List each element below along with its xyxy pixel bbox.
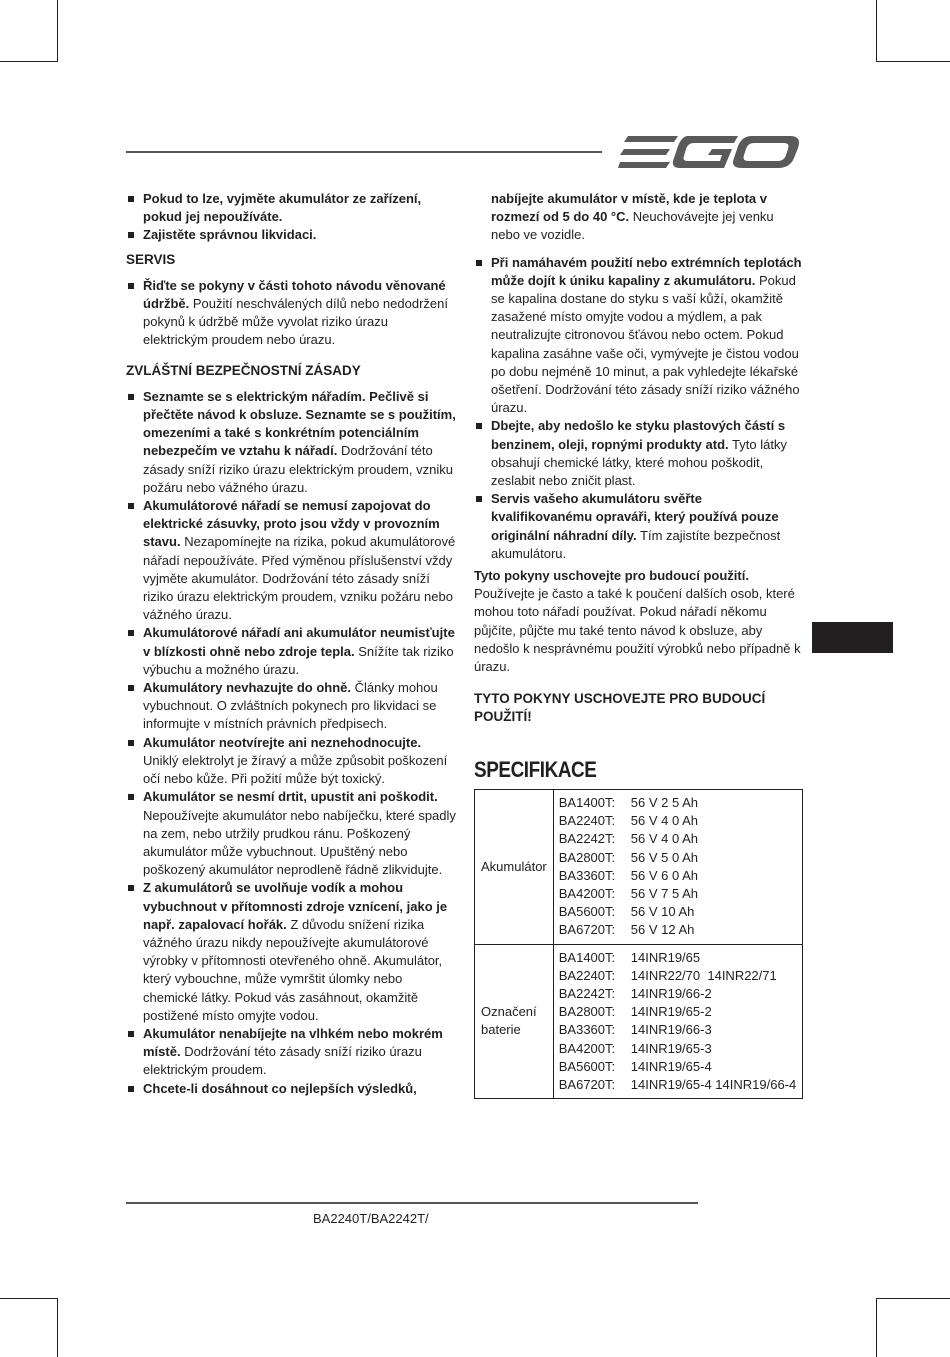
crop-mark xyxy=(0,1298,58,1299)
model-value: 56 V 5 0 Ah xyxy=(630,849,698,865)
model-value: 14INR19/65-4 xyxy=(630,1058,712,1074)
model-value: 56 V 12 Ah xyxy=(630,922,695,938)
model-value: 56 V 2 5 Ah xyxy=(630,794,698,810)
keep-paragraph xyxy=(474,567,804,676)
bullet-bold: Při namáhavém použití nebo extrémních teplotách může dojít k úniku kapaliny z akumulátoru. xyxy=(491,254,802,288)
model-value: 14INR19/65-3 xyxy=(630,1040,712,1056)
spec-line xyxy=(559,967,797,985)
spec-line xyxy=(559,1076,797,1094)
bullet-item xyxy=(474,254,804,418)
spec-label: Označení baterie xyxy=(475,944,554,1099)
model-value: 56 V 7 5 Ah xyxy=(630,885,698,901)
crop-mark xyxy=(876,1298,877,1357)
bullet-text: Články mohou vybuchnout. O zvláštních pokynech pro likvidaci se informujte v místních právních předpisech. xyxy=(143,680,438,732)
right-column xyxy=(474,190,804,1099)
bullet-item xyxy=(126,734,456,789)
spec-line xyxy=(559,985,797,1003)
model-value: 56 V 4 0 Ah xyxy=(630,831,698,847)
bullet-item xyxy=(126,1025,456,1080)
header-rule xyxy=(126,151,602,153)
bullet-item xyxy=(126,190,456,226)
keep-bold: Tyto pokyny uschovejte pro budoucí použití. xyxy=(474,568,749,584)
spec-line xyxy=(559,1021,797,1039)
model-name: BA2240T: xyxy=(558,813,616,829)
bullet-text: Použití neschválených dílů nebo nedodržení pokynů k údržbě může vyvolat riziko úrazu elektrickým proudem nebo úrazu. xyxy=(143,296,448,348)
safety-heading: ZVLÁŠTNÍ BEZPEČNOSTNÍ ZÁSADY xyxy=(126,362,361,378)
bullet-text: Tím zajistíte bezpečnost akumulátoru. xyxy=(491,527,781,561)
crop-mark xyxy=(0,61,58,62)
crop-mark xyxy=(57,0,58,62)
model-name: BA2800T: xyxy=(558,849,616,865)
bullet-text: Pokud se kapalina dostane do styku s vaší kůží, okamžitě zasažené místo omyjte vodou a mýdlem, a pak neutralizujte citronovou šťávou nebo octem. Pokud kapalina zasáhne vaše oči, vymývejte je čistou vodou po dobu nejméně 10 minut, a pak vyhledejte lékařské ošetření. Dodržování této zásady sníží riziko vážného úrazu. xyxy=(491,272,800,416)
spec-line xyxy=(559,867,797,885)
spec-table xyxy=(474,789,803,1099)
model-value: 14INR19/66-3 xyxy=(630,1022,712,1038)
model-name: BA2242T: xyxy=(558,831,616,847)
model-name: BA2800T: xyxy=(558,1004,616,1020)
bullet-item xyxy=(126,879,456,1025)
model-value: 14INR22/70 14INR22/71 xyxy=(630,967,777,983)
bullet-item xyxy=(126,679,456,734)
continuation-bold: nabíjejte akumulátor v místě, kde je teplota v rozmezí od 5 do 40 °C. xyxy=(491,191,767,225)
bullet-text: Dodržování této zásady sníží riziko úrazu elektrickým proudem, vzniku požáru nebo vážného úrazu. xyxy=(143,443,453,495)
footer-rule xyxy=(126,1202,698,1204)
model-value: 14INR19/65-2 xyxy=(630,1004,712,1020)
spec-label: Akumulátor xyxy=(475,789,554,944)
model-name: BA3360T: xyxy=(558,1022,616,1038)
spec-line xyxy=(559,1058,797,1076)
left-column xyxy=(126,190,456,1098)
spec-line xyxy=(559,830,797,848)
model-value: 56 V 6 0 Ah xyxy=(630,867,698,883)
bullet-text: Uniklý elektrolyt je žíravý a může způsobit poškození očí nebo kůže. Při požití může být toxický. xyxy=(143,752,448,787)
bullet-text: Dodržování této zásady sníží riziko úrazu elektrickým proudem. xyxy=(143,1044,422,1078)
spec-line xyxy=(559,903,797,921)
model-name: BA5600T: xyxy=(558,904,616,920)
bullet-bold: Akumulátory nevhazujte do ohně. xyxy=(143,680,352,696)
bullet-item xyxy=(126,497,456,624)
model-name: BA4200T: xyxy=(558,1040,616,1056)
footer-model: BA2240T/BA2242T/ xyxy=(313,1211,429,1226)
bullet-item xyxy=(474,417,804,490)
bullet-bold: Servis vašeho akumulátoru svěřte kvalifikovanému opraváři, který používá pouze originální náhradní díly. xyxy=(491,491,779,543)
bullet-item xyxy=(126,277,456,350)
bullet-text: Nezapomínejte na rizika, pokud akumulátorové nářadí nepoužíváte. Před výměnou příslušenství vždy vyjměte akumulátor. Dodržování této zásady sníží riziko úrazu elektrickým proudem, vzniku požáru nebo vážného úrazu. xyxy=(143,534,456,623)
spec-values xyxy=(553,789,803,944)
crop-mark xyxy=(876,0,877,62)
bullet-bold: Pokud to lze, vyjměte akumulátor ze zařízení, pokud jej nepoužíváte. xyxy=(143,191,422,225)
model-name: BA3360T: xyxy=(558,867,616,883)
model-name: BA6720T: xyxy=(558,1076,616,1092)
ego-logo xyxy=(618,128,802,176)
model-value: 56 V 4 0 Ah xyxy=(630,813,698,829)
bullet-text: Nepoužívejte akumulátor nebo nabíječku, které spadly na zem, nebo utržily prudkou ránu. Poškozený akumulátor může vybuchnout. Upuštěný nebo poškozený akumulátor neprodleně řádně zlikvidujte. xyxy=(143,807,456,878)
model-name: BA2240T: xyxy=(558,967,616,983)
spec-title: SPECIFIKACE xyxy=(474,756,597,782)
keep-text: Používejte je často a také k poučení dalších osob, které mohou toto nářadí používat. Pokud nářadí někomu půjčíte, půjčte mu také tento návod k obsluze, aby nedošlo k nesprávnému použití výrobků nebo případně k úrazu. xyxy=(474,586,801,675)
spec-line xyxy=(559,849,797,867)
section-tab xyxy=(812,622,893,653)
spec-row xyxy=(475,789,803,944)
spec-line xyxy=(559,812,797,830)
model-name: BA4200T: xyxy=(558,885,616,901)
model-value: 14INR19/65-4 14INR19/66-4 xyxy=(630,1076,797,1092)
spec-row xyxy=(475,944,803,1099)
model-value: 14INR19/66-2 xyxy=(630,985,712,1001)
spec-line xyxy=(559,1003,797,1021)
model-name: BA6720T: xyxy=(558,922,616,938)
spec-line xyxy=(559,794,797,812)
bullet-item xyxy=(474,490,804,563)
bullet-text: Snížíte tak riziko výbuchu a možného úrazu. xyxy=(143,643,454,677)
spec-line xyxy=(559,885,797,903)
continuation-text xyxy=(474,190,804,245)
model-name: BA2242T: xyxy=(558,985,616,1001)
crop-mark xyxy=(57,1298,58,1357)
keep-heading: TYTO POKYNY USCHOVEJTE PRO BUDOUCÍ POUŽITÍ! xyxy=(474,691,766,725)
bullet-bold: Chcete-li dosáhnout co nejlepších výsledků, xyxy=(143,1080,417,1096)
crop-mark xyxy=(876,61,950,62)
bullet-item xyxy=(126,788,456,879)
continuation-rest: Neuchovávejte jej venku nebo ve vozidle. xyxy=(491,209,774,243)
bullet-bold: Akumulátor nenabíjejte na vlhkém nebo mokrém místě. xyxy=(143,1025,443,1060)
model-name: BA1400T: xyxy=(558,949,616,965)
bullet-item xyxy=(126,1080,456,1098)
model-name: BA1400T: xyxy=(558,794,616,810)
spec-line xyxy=(559,949,797,967)
bullet-item xyxy=(126,624,456,679)
model-value: 56 V 10 Ah xyxy=(630,904,695,920)
spec-line xyxy=(559,1040,797,1058)
bullet-text: Tyto látky obsahují chemické látky, které mohou poškodit, zeslabit nebo zničit plast. xyxy=(491,436,787,489)
spec-line xyxy=(559,921,797,939)
bullet-bold: Zajistěte správnou likvidaci. xyxy=(143,227,317,243)
bullet-bold: Akumulátorové nářadí ani akumulátor neumisťujte v blízkosti ohně nebo zdroje tepla. xyxy=(143,625,455,659)
bullet-bold: Akumulátorové nářadí se nemusí zapojovat do elektrické zásuvky, proto jsou vždy v provozním stavu. xyxy=(143,498,440,550)
bullet-text: Z důvodu snížení rizika vážného úrazu nikdy nepoužívejte akumulátorové výrobky v přítomnosti otevřeného ohně. Akumulátor, který vybouchne, může vymrštit úlomky nebo chemické látky. Pokud vás zasáhnout, okamžitě postižené místo omyjte vodou. xyxy=(143,916,443,1023)
bullet-bold: Dbejte, aby nedošlo ke styku plastových částí s benzinem, oleji, ropnými produkty atd. xyxy=(491,418,786,452)
model-value: 14INR19/65 xyxy=(630,949,701,965)
bullet-bold: Řiďte se pokyny v části tohoto návodu věnované údržbě. xyxy=(143,277,446,312)
bullet-item xyxy=(126,226,456,244)
bullet-bold: Z akumulátorů se uvolňuje vodík a mohou vybuchnout v přítomnosti zdroje vznícení, jako je např. zapalovací hořák. xyxy=(143,880,448,932)
bullet-bold: Akumulátor se nesmí drtit, upustit ani poškodit. xyxy=(143,789,438,805)
crop-mark xyxy=(876,1298,950,1299)
model-name: BA5600T: xyxy=(558,1058,616,1074)
servis-heading: SERVIS xyxy=(126,251,176,267)
spec-values xyxy=(553,944,803,1099)
bullet-item xyxy=(126,388,456,497)
bullet-bold: Akumulátor neotvírejte ani neznehodnocujte. xyxy=(143,734,422,750)
bullet-bold: Seznamte se s elektrickým nářadím. Pečlivě si přečtěte návod k obsluze. Seznamte se s použitím, omezeními a také s konkrétním potenciálním nebezpečím ve vztahu k nářadí. xyxy=(143,388,456,459)
